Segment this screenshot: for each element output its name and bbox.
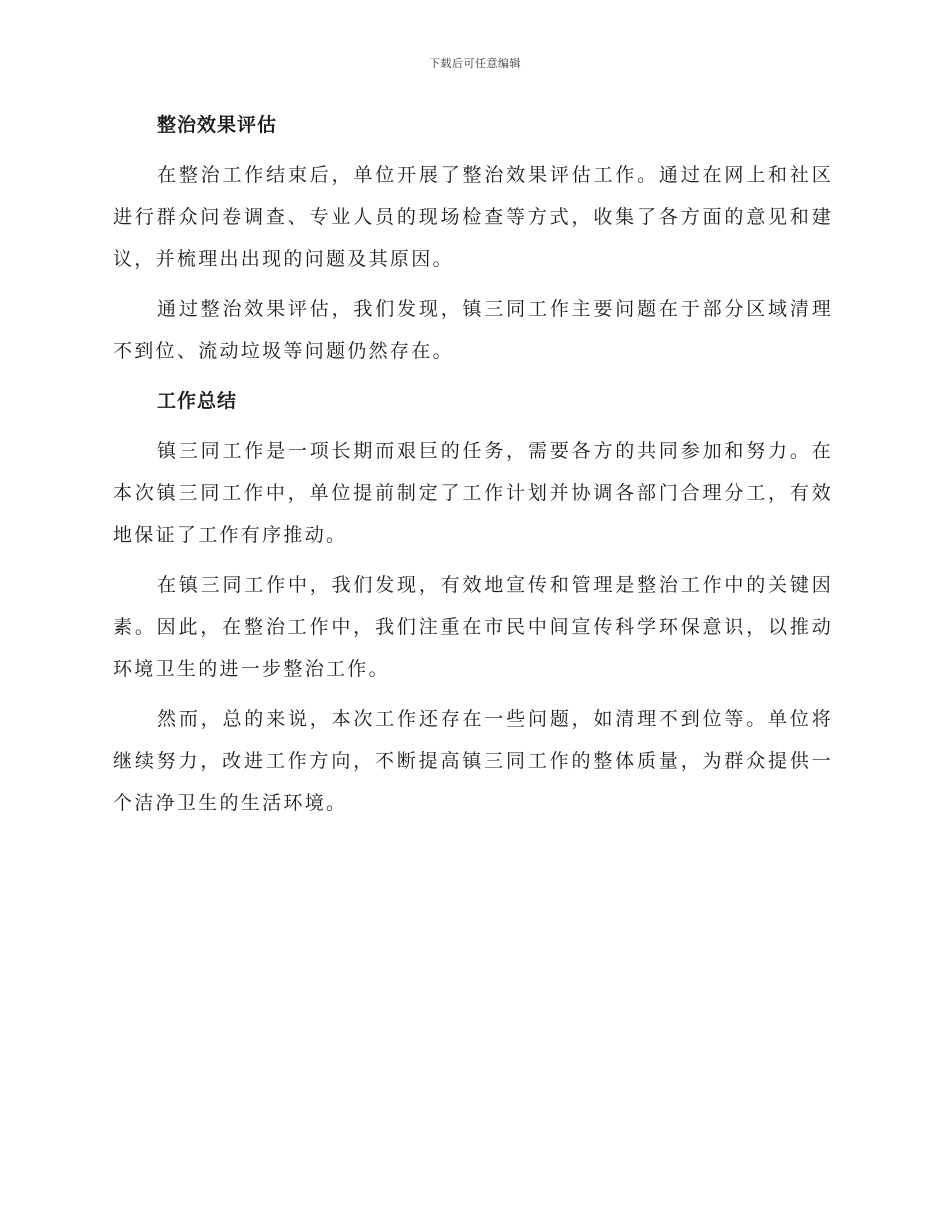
section-effect-evaluation [113, 108, 833, 372]
paragraph: 在整治工作结束后，单位开展了整治效果评估工作。通过在网上和社区进行群众问卷调查、专业人员的现场检查等方式，收集了各方面的意见和建议，并梳理出出现的问题及其原因。 [113, 164, 833, 270]
paragraph: 然而，总的来说，本次工作还存在一些问题，如清理不到位等。单位将继续努力，改进工作方向，不断提高镇三同工作的整体质量，为群众提供一个洁净卫生的生活环境。 [113, 708, 833, 814]
section-title: 工作总结 [157, 390, 238, 412]
section-title: 整治效果评估 [157, 114, 278, 136]
paragraph: 镇三同工作是一项长期而艰巨的任务，需要各方的共同参加和努力。在本次镇三同工作中，单位提前制定了工作计划并协调各部门合理分工，有效地保证了工作有序推动。 [113, 440, 833, 546]
section-work-summary [113, 384, 833, 824]
document-body [113, 108, 833, 832]
page-header: 下载后可任意编辑 [429, 57, 521, 70]
paragraph: 通过整治效果评估，我们发现，镇三同工作主要问题在于部分区域清理不到位、流动垃圾等问题仍然存在。 [113, 298, 833, 362]
paragraph: 在镇三同工作中，我们发现，有效地宣传和管理是整治工作中的关键因素。因此，在整治工作中，我们注重在市民中间宣传科学环保意识，以推动环境卫生的进一步整治工作。 [113, 574, 833, 680]
